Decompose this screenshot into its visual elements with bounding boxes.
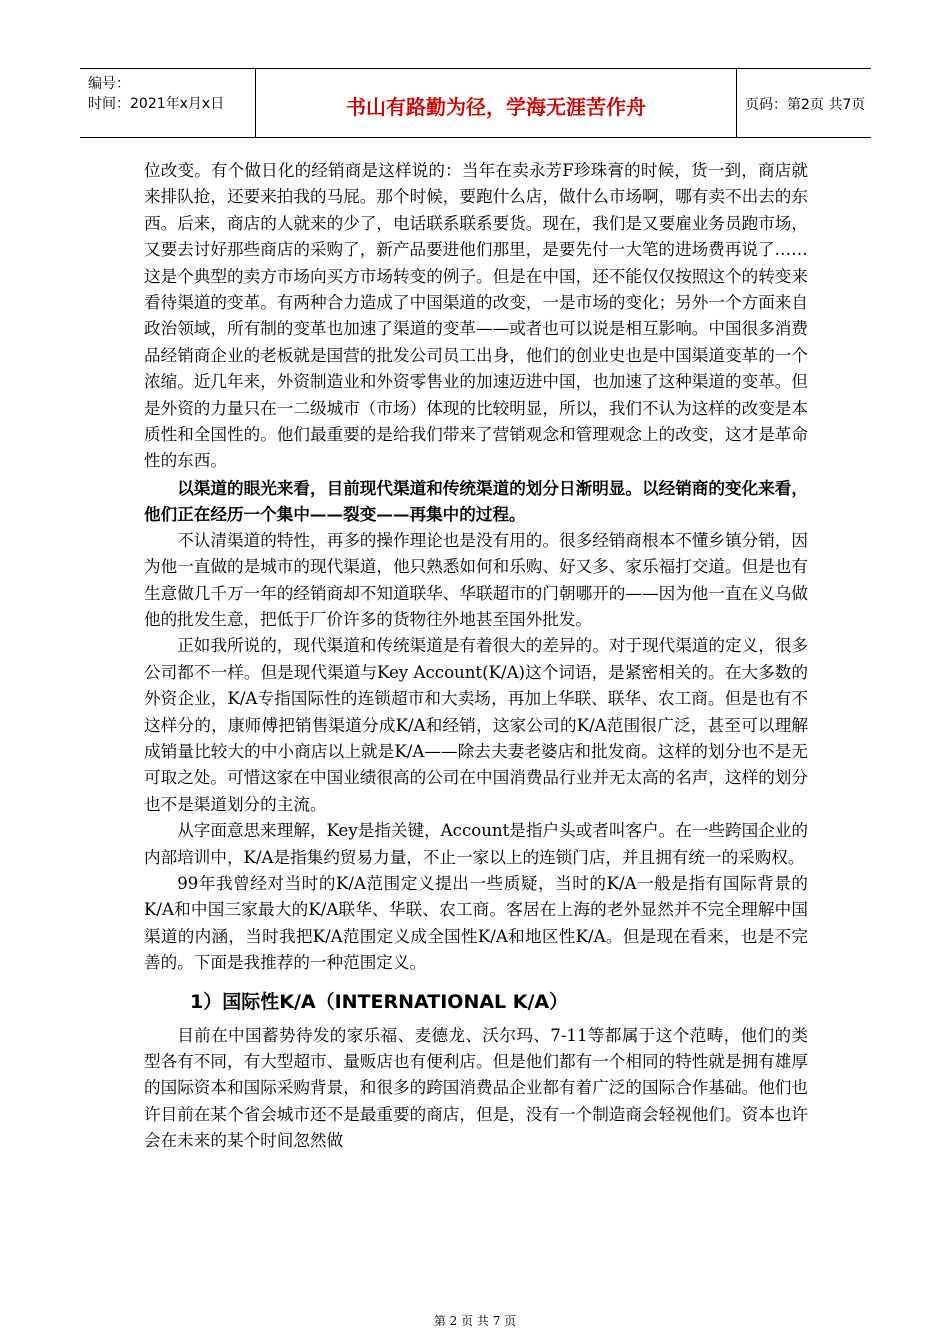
document-number-label: 编号： xyxy=(88,76,130,92)
paragraph: 不认清渠道的特性，再多的操作理论也是没有用的。很多经销商根本不懂乡镇分销，因为他一直做的是城市的现代渠道，他只熟悉如何和乐购、好又多、家乐福打交道。但是也有生意做几千万一年的经销商却不知道联华、华联超市的门朝哪开的——因为他一直在义乌做他的批发生意，把低于厂价许多的货物往外地甚至国外批发。 xyxy=(144,530,808,629)
document-body xyxy=(144,158,808,1155)
header-motto: 书山有路勤为径，学海无涯苦作舟 xyxy=(346,95,646,119)
header-motto-cell xyxy=(255,69,737,137)
header-page-cell xyxy=(737,69,871,137)
section-heading: 1）国际性K/A（INTERNATIONAL K/A） xyxy=(190,990,569,1013)
header-page-number: 页码：第2页 共7页 xyxy=(745,97,866,113)
paragraph: 正如我所说的，现代渠道和传统渠道是有着很大的差异的。对于现代渠道的定义，很多公司都不一样。但是现代渠道与Key Account(K/A)这个词语，是紧密相关的。在大多数的外资企业，K/A专指国际性的连锁超市和大卖场，再加上华联、联华、农工商。但是也有不这样分的，康师傅把销售渠道分成K/A和经销，这家公司的K/A范围很广泛，甚至可以理解成销量比较大的中小商店以上就是K/A——除去夫妻老婆店和批发商。这样的划分也不是无可取之处。可惜这家在中国业绩很高的公司在中国消费品行业并无太高的名声，这样的划分也不是渠道划分的主流。 xyxy=(144,636,808,814)
paragraph: 从字面意思来理解，Key是指关键，Account是指户头或者叫客户。在一些跨国企业的内部培训中，K/A是指集约贸易力量，不止一家以上的连锁门店，并且拥有统一的采购权。 xyxy=(144,821,808,867)
paragraph: 99年我曾经对当时的K/A范围定义提出一些质疑，当时的K/A一般是指有国际背景的K/A和中国三家最大的K/A联华、华联、农工商。客居在上海的老外显然并不完全理解中国渠道的内涵，当时我把K/A范围定义成全国性K/A和地区性K/A。但是现在看来，也是不完善的。下面是我推荐的一种范围定义。 xyxy=(144,873,808,973)
page-footer: 第 2 页 共 7 页 xyxy=(433,1314,517,1328)
paragraph: 这是个典型的卖方市场向买方市场转变的例子。但是在中国，还不能仅仅按照这个的转变来看待渠道的变革。有两种合力造成了中国渠道的改变，一是市场的变化；另外一个方面来自政治领域，所有制的变革也加速了渠道的变革——或者也可以说是相互影响。中国很多消费品经销商企业的老板就是国营的批发公司员工出身，他们的创业史也是中国渠道变革的一个浓缩。近几年来，外资制造业和外资零售业的加速迈进中国，也加速了这种渠道的变革。但是外资的力量只在一二级城市（市场）体现的比较明显，所以，我们不认为这样的改变是本质性和全国性的。他们最重要的是给我们带来了营销观念和管理观念上的改变，这才是革命性的东西。 xyxy=(144,266,808,471)
document-date-label: 时间：2021年x月x日 xyxy=(88,96,225,112)
header-meta-cell xyxy=(80,69,255,137)
paragraph: 位改变。有个做日化的经销商是这样说的：当年在卖永芳F珍珠膏的时候，货一到，商店就来排队抢，还要来拍我的马屁。那个时候，要跑什么店，做什么市场啊，哪有卖不出去的东西。后来，商店的人就来的少了，电话联系联系要货。现在，我们是又要雇业务员跑市场，又要去讨好那些商店的采购了，新产品要进他们那里，是要先付一大笔的进场费再说了…… xyxy=(144,161,808,260)
paragraph: 目前在中国蓄势待发的家乐福、麦德龙、沃尔玛、7-11等都属于这个范畴，他们的类型各有不同，有大型超市、量贩店也有便利店。但是他们都有一个相同的特性就是拥有雄厚的国际资本和国际采购背景，和很多的跨国消费品企业都有着广泛的国际合作基础。他们也许目前在某个省会城市还不是最重要的商店，但是，没有一个制造商会轻视他们。资本也许会在未来的某个时间忽然做 xyxy=(144,1025,808,1151)
page-header xyxy=(80,68,871,138)
bold-paragraph: 以渠道的眼光来看，目前现代渠道和传统渠道的划分日渐明显。以经销商的变化来看，他们正在经历一个集中——裂变——再集中的过程。 xyxy=(144,477,808,525)
